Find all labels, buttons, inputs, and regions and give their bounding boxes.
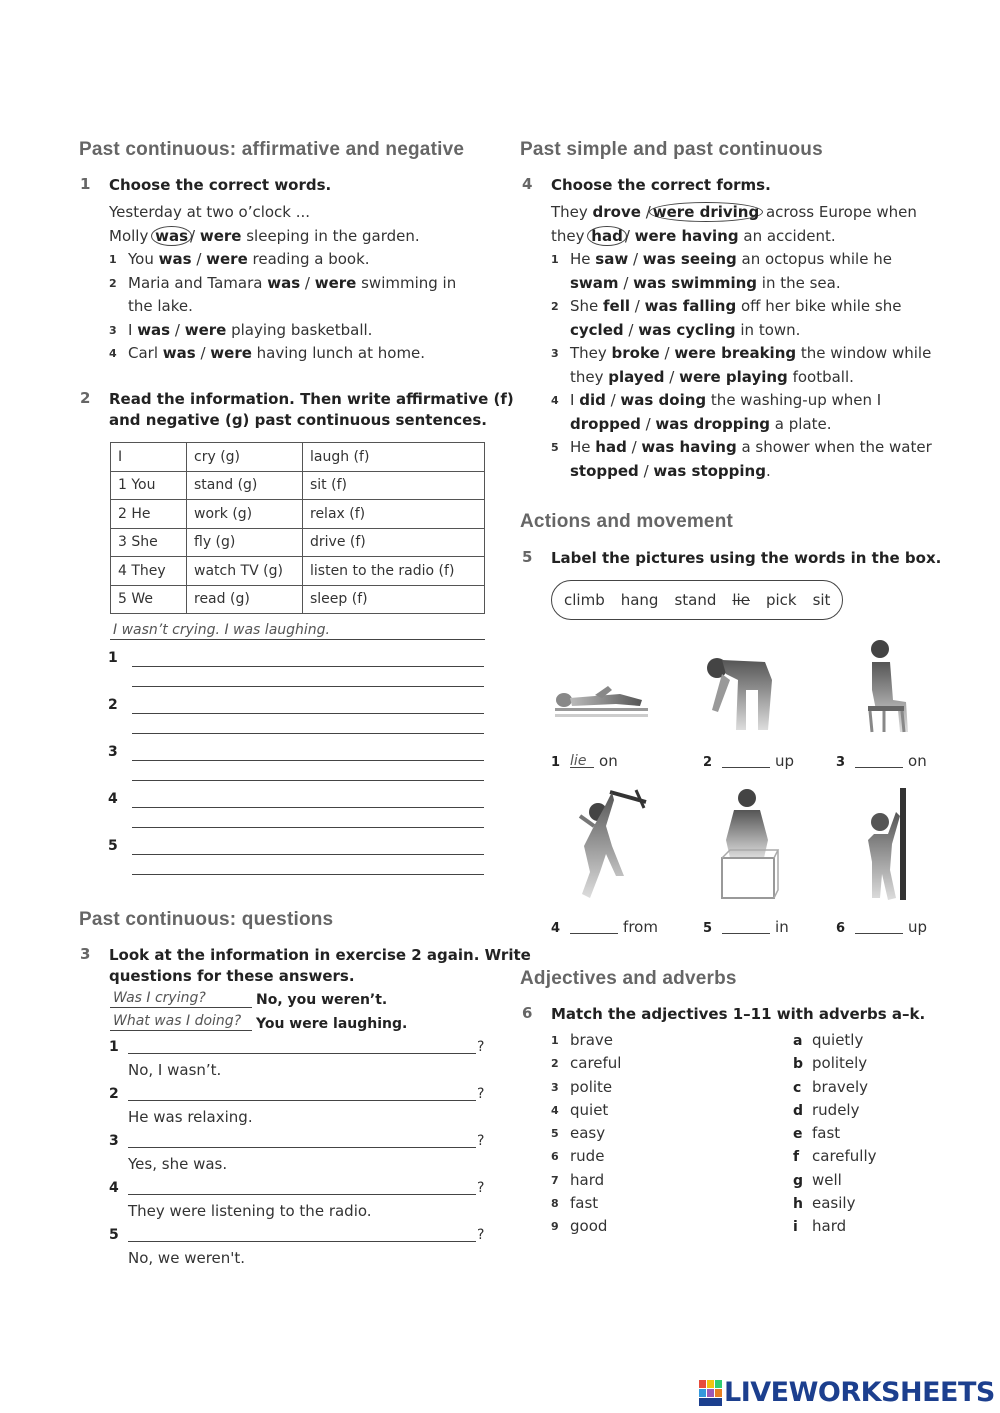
adjective-item: 5 easy	[551, 1122, 621, 1145]
item-number: 6	[551, 1150, 559, 1164]
table-cell: drive (f)	[303, 528, 485, 557]
item-number: 1	[109, 253, 117, 266]
item-letter: d	[793, 1102, 804, 1119]
option-b[interactable]: were	[206, 250, 248, 268]
item-number: 5	[551, 441, 559, 454]
table-row	[111, 585, 485, 614]
picture-label	[836, 752, 927, 770]
option-a[interactable]: was	[267, 273, 301, 292]
exercise-item: 2 She fell / was falling off her bike while she	[551, 295, 932, 319]
item-number: 3	[109, 323, 117, 337]
exercise-item: they played / were playing football.	[570, 367, 854, 386]
question-number: 4	[109, 1180, 119, 1196]
option-b[interactable]: was having	[641, 438, 737, 456]
adjective-item: 3 polite	[551, 1076, 621, 1099]
table-row	[111, 443, 485, 472]
item-number: 4	[551, 394, 559, 407]
adverb-item: a quietly	[793, 1029, 877, 1052]
question-mark: ?	[477, 1180, 485, 1196]
question-number: 1	[109, 1039, 119, 1055]
logo-text: LIVEWORKSHEETS	[724, 1377, 995, 1408]
exercise-instruction: Match the adjectives 1–11 with adverbs a–k.	[551, 1005, 926, 1023]
word-box-item: hang	[620, 591, 659, 609]
adjective-item: 2 careful	[551, 1052, 621, 1075]
example-question: Was I crying?	[113, 990, 206, 1006]
adjective-list	[551, 1029, 621, 1239]
intro-text: Yesterday at two o’clock ...	[109, 203, 311, 221]
exercise-instruction: Look at the information in exercise 2 again. Write questions for these answers.	[109, 946, 531, 985]
picture-label	[551, 752, 618, 770]
exercise-instruction: Label the pictures using the words in the box.	[551, 549, 942, 567]
option-b[interactable]: were playing	[679, 367, 788, 386]
option-b[interactable]: was stopping	[653, 461, 766, 480]
label-word: up	[775, 752, 795, 770]
label-answer-blank[interactable]	[570, 754, 594, 768]
item-number: 4	[551, 1103, 559, 1117]
option-a[interactable]: was	[158, 250, 192, 268]
section-title-adjectives-adverbs: Adjectives and adverbs	[520, 968, 737, 989]
question-number: 3	[109, 1133, 119, 1149]
label-answer-blank[interactable]	[722, 754, 770, 768]
label-answer-blank[interactable]	[855, 920, 903, 934]
section-title-actions-movement: Actions and movement	[520, 511, 734, 532]
exercise-number: 5	[522, 548, 533, 566]
table-cell: stand (g)	[187, 471, 303, 500]
exercise-instruction: Read the information. Then write affirmative (f) and negative (g) past continuous sentences.	[109, 390, 514, 429]
option-a[interactable]: did	[579, 391, 606, 409]
exercise-item: 3 They broke / were breaking the window while	[551, 342, 932, 366]
item-letter: e	[793, 1126, 803, 1143]
answer-line[interactable]	[132, 760, 484, 761]
adjective-item: 1 brave	[551, 1029, 621, 1052]
item-number: 2	[551, 1057, 559, 1071]
exercise-number: 1	[80, 175, 91, 193]
picture-number: 5	[703, 921, 713, 936]
item-number: 2	[109, 276, 117, 290]
answer-line[interactable]	[132, 827, 484, 828]
adjective-item: 8 fast	[551, 1192, 621, 1215]
option-a[interactable]: dropped	[570, 414, 641, 433]
given-answer: Yes, she was.	[128, 1155, 228, 1173]
item-letter: h	[793, 1196, 803, 1213]
adjective-item: 9 good	[551, 1215, 621, 1238]
sitting-figure-icon	[868, 640, 908, 732]
item-number: 1	[551, 253, 559, 266]
item-letter: b	[793, 1056, 804, 1073]
picture-number: 3	[836, 755, 846, 770]
option-b[interactable]: was cycling	[638, 320, 736, 339]
example-answer: I wasn’t crying. I was laughing.	[113, 622, 331, 638]
table-row	[111, 557, 485, 586]
label-word: from	[623, 918, 658, 936]
table-cell: 5 We	[111, 585, 187, 614]
question-number: 5	[109, 1227, 119, 1243]
item-number: 9	[551, 1220, 559, 1234]
item-number: 3	[551, 1080, 559, 1094]
exercise-number: 2	[80, 389, 91, 407]
adverb-item: h easily	[793, 1192, 877, 1215]
label-answer: lie	[570, 753, 587, 769]
answer-line[interactable]	[132, 780, 484, 781]
option-a[interactable]: stopped	[570, 461, 639, 480]
option-b[interactable]: were breaking	[674, 344, 797, 362]
label-word: on	[908, 752, 927, 770]
question-number: 2	[109, 1086, 119, 1102]
table-cell: laugh (f)	[303, 443, 485, 472]
exercise-item: 4 Carl was / were having lunch at home.	[109, 342, 456, 366]
exercise-item: 5 He had / was having a shower when the water	[551, 436, 932, 460]
picture-number: 2	[703, 755, 713, 770]
table-cell: fly (g)	[187, 528, 303, 557]
line-number: 3	[108, 744, 118, 760]
question-mark: ?	[477, 1227, 485, 1243]
adjective-item: 7 hard	[551, 1169, 621, 1192]
example-answer: You were laughing.	[256, 1016, 408, 1032]
given-answer: They were listening to the radio.	[128, 1202, 372, 1220]
line-number: 2	[108, 697, 118, 713]
exercise-item: 1 He saw / was seeing an octopus while he	[551, 248, 932, 272]
section-title-past-simple-continuous: Past simple and past continuous	[520, 139, 823, 160]
item-number: 5	[551, 1127, 559, 1141]
adverb-item: b politely	[793, 1052, 877, 1075]
box-figure-icon	[722, 789, 778, 898]
table-cell: sleep (f)	[303, 585, 485, 614]
item-number: 7	[551, 1173, 559, 1187]
option-a[interactable]: fell	[603, 297, 631, 315]
exercise-item: 1 You was / were reading a book.	[109, 248, 456, 272]
option-b[interactable]: was doing	[620, 391, 707, 409]
picture-number: 1	[551, 755, 561, 770]
example-answer-line	[110, 622, 485, 640]
exercise-item: stopped / was stopping.	[570, 461, 771, 480]
example-line-1: They drove / were driving across Europe when	[551, 203, 917, 221]
option-b[interactable]: was dropping	[655, 414, 771, 433]
option-a[interactable]: broke	[611, 344, 660, 362]
answer-line[interactable]	[132, 666, 484, 667]
action-pictures	[550, 640, 930, 940]
word-box-item: stand	[674, 591, 717, 609]
liveworksheets-logo-icon	[698, 1379, 724, 1407]
table-cell: 2 He	[111, 500, 187, 529]
answer-line[interactable]	[132, 807, 484, 808]
option-b[interactable]: was seeing	[642, 250, 737, 268]
given-answer: He was relaxing.	[128, 1108, 253, 1126]
given-answer: No, we weren't.	[128, 1249, 246, 1267]
label-word: in	[775, 918, 789, 936]
table-cell: relax (f)	[303, 500, 485, 529]
word-box-item: sit	[812, 591, 831, 609]
example-question: What was I doing?	[113, 1013, 242, 1029]
label-word: on	[599, 752, 618, 770]
exercise-4-body	[551, 201, 932, 483]
section-title-affirmative-negative: Past continuous: affirmative and negative	[79, 139, 465, 160]
answer-line[interactable]	[132, 713, 484, 714]
exercise-item: 3 I was / were playing basketball.	[109, 319, 456, 343]
question-answer-line[interactable]	[128, 1241, 476, 1242]
item-number: 2	[551, 300, 559, 313]
adverb-item: i hard	[793, 1215, 877, 1238]
question-mark: ?	[477, 1086, 485, 1102]
word-box-item: climb	[564, 591, 605, 609]
table-cell: watch TV (g)	[187, 557, 303, 586]
word-box	[551, 580, 843, 620]
table-cell: read (g)	[187, 585, 303, 614]
option-b[interactable]: were	[314, 273, 357, 292]
answer-line[interactable]	[132, 874, 484, 875]
label-answer-blank[interactable]	[722, 920, 770, 934]
item-number: 1	[551, 1034, 559, 1047]
exercise-item: swam / was swimming in the sea.	[570, 273, 841, 292]
information-table	[110, 442, 485, 614]
item-number: 3	[551, 347, 559, 360]
lying-figure-icon	[555, 686, 648, 717]
question-answer-line[interactable]	[128, 1053, 476, 1054]
picture-label	[551, 918, 658, 936]
table-cell: sit (f)	[303, 471, 485, 500]
line-number: 5	[108, 838, 118, 854]
adverb-item: f carefully	[793, 1145, 877, 1168]
item-number: 8	[551, 1197, 559, 1211]
exercise-instruction: Choose the correct forms.	[551, 176, 771, 194]
answer-line[interactable]	[132, 686, 484, 687]
question-answer-line[interactable]	[128, 1147, 476, 1148]
table-row	[111, 471, 485, 500]
bending-figure-icon	[707, 658, 772, 730]
adjective-item: 6 rude	[551, 1145, 621, 1168]
adverb-item: e fast	[793, 1122, 877, 1145]
answer-line[interactable]	[132, 733, 484, 734]
table-cell: work (g)	[187, 500, 303, 529]
hanging-figure-icon	[580, 790, 646, 898]
given-answer: No, I wasn’t.	[128, 1061, 222, 1079]
question-answer-line[interactable]	[128, 1194, 476, 1195]
item-letter: i	[793, 1219, 798, 1236]
option-a[interactable]: was	[162, 344, 196, 362]
exercise-number: 4	[522, 175, 533, 193]
liveworksheets-logo	[698, 1377, 995, 1408]
section-title-questions: Past continuous: questions	[79, 909, 334, 930]
table-cell: 4 They	[111, 557, 187, 586]
picture-label	[836, 918, 927, 936]
picture-label	[703, 918, 789, 936]
example-question-line	[110, 990, 252, 1008]
circled-answer: was	[151, 226, 192, 246]
exercise-item: dropped / was dropping a plate.	[570, 414, 832, 433]
word-box-item-used: lie	[732, 591, 750, 609]
label-word: up	[908, 918, 928, 936]
adverb-list	[793, 1029, 877, 1239]
option-a[interactable]: swam	[570, 273, 619, 292]
exercise-item: 4 I did / was doing the washing-up when I	[551, 389, 932, 413]
option-a[interactable]: played	[608, 367, 665, 386]
climbing-figure-icon	[868, 788, 906, 900]
adverb-item: c bravely	[793, 1076, 877, 1099]
item-continuation: the lake.	[128, 297, 193, 315]
item-letter: a	[793, 1033, 803, 1049]
picture-label	[703, 752, 794, 770]
option-b[interactable]: were	[210, 344, 252, 362]
circled-answer: had	[587, 226, 627, 246]
answer-line[interactable]	[132, 854, 484, 855]
option-b[interactable]: were	[184, 320, 227, 339]
table-row	[111, 528, 485, 557]
table-cell: 3 She	[111, 528, 187, 557]
label-answer-blank[interactable]	[855, 754, 903, 768]
example-answer: No, you weren’t.	[256, 992, 388, 1008]
circled-answer: were driving	[649, 202, 763, 222]
item-letter: c	[793, 1079, 802, 1096]
word-box-item: pick	[765, 591, 797, 609]
exercise-number: 6	[522, 1004, 533, 1022]
table-cell: cry (g)	[187, 443, 303, 472]
question-mark: ?	[477, 1039, 485, 1055]
option-a[interactable]: cycled	[570, 320, 624, 339]
option-a[interactable]: had	[595, 438, 627, 456]
example-sentence: Molly was / were sleeping in the garden.	[109, 226, 420, 245]
option-b[interactable]: was swimming	[633, 273, 758, 292]
item-letter: f	[793, 1149, 800, 1166]
example-line-2: they had / were having an accident.	[551, 226, 836, 245]
example-question-line	[110, 1013, 252, 1031]
picture-number: 6	[836, 921, 846, 936]
question-answer-line[interactable]	[128, 1100, 476, 1101]
option-a[interactable]: saw	[595, 250, 629, 268]
exercise-instruction: Choose the correct words.	[109, 176, 332, 194]
exercise-number: 3	[80, 945, 91, 963]
line-number: 4	[108, 791, 118, 807]
picture-number: 4	[551, 921, 561, 936]
option-a[interactable]: was	[137, 320, 171, 339]
line-number: 1	[108, 650, 118, 666]
option-b[interactable]: was falling	[644, 297, 737, 315]
item-number: 4	[109, 347, 117, 360]
question-mark: ?	[477, 1133, 485, 1149]
label-answer-blank[interactable]	[570, 920, 618, 934]
exercise-item: cycled / was cycling in town.	[570, 320, 801, 339]
exercise-item: 2 Maria and Tamara was / were swimming in	[109, 272, 456, 296]
table-cell: 1 You	[111, 471, 187, 500]
adjective-item: 4 quiet	[551, 1099, 621, 1122]
table-cell: I	[111, 443, 187, 472]
item-letter: g	[793, 1172, 804, 1189]
table-row	[111, 500, 485, 529]
table-cell: listen to the radio (f)	[303, 557, 485, 586]
adverb-item: g well	[793, 1169, 877, 1192]
adverb-item: d rudely	[793, 1099, 877, 1122]
exercise-1-body	[109, 201, 456, 366]
